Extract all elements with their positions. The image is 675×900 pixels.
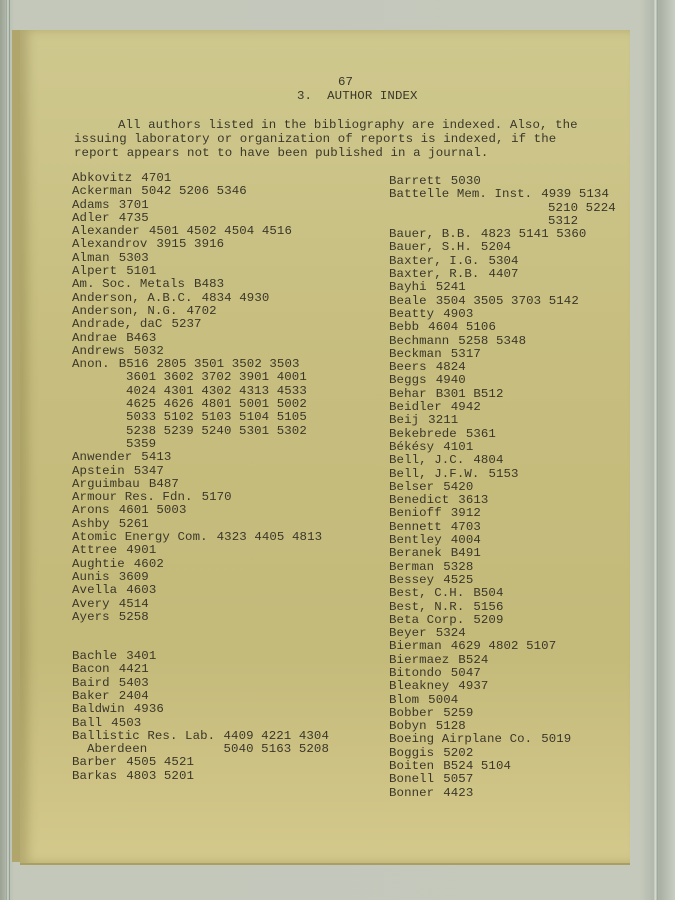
reference-numbers: 5258 (118, 609, 149, 624)
author-name: Blom (389, 692, 420, 707)
reference-numbers: B483 (194, 277, 225, 292)
author-name: Best, C.H. (389, 586, 465, 601)
index-entry (72, 199, 329, 212)
reference-numbers: 5241 (435, 280, 466, 295)
reference-numbers: 4101 (443, 439, 474, 454)
index-entry (389, 441, 616, 454)
author-name: Belser (389, 479, 435, 494)
author-name: Bell, J.C. (389, 453, 465, 468)
index-entry (72, 584, 329, 597)
reference-numbers: 4323 4405 4813 (216, 530, 323, 545)
index-entry (72, 558, 329, 571)
reference-numbers: 5030 (450, 174, 481, 188)
reference-numbers: 3915 3916 (156, 237, 225, 252)
intro-paragraph (74, 118, 594, 160)
author-name: Alexandrov (72, 237, 148, 252)
reference-numbers: 4804 (473, 453, 504, 468)
index-entry (389, 587, 616, 600)
index-entry (389, 414, 616, 427)
reference-numbers: 3613 (458, 493, 489, 508)
author-name: Beers (389, 360, 427, 375)
reference-numbers: 4601 5003 (118, 503, 187, 518)
author-name: Avella (72, 583, 118, 598)
reference-numbers: 5004 (428, 692, 459, 707)
author-name: Bobber (389, 705, 435, 720)
reference-numbers: 5210 5224 (548, 200, 616, 215)
author-name: Ballistic Res. Lab. (72, 728, 216, 743)
index-entry (389, 521, 616, 534)
index-entry (72, 265, 329, 278)
index-entry (72, 318, 329, 331)
author-column-left (72, 172, 329, 783)
index-entry (389, 281, 616, 294)
index-entry (72, 252, 329, 265)
reference-numbers: 4501 4502 4504 4516 (148, 224, 293, 239)
reference-numbers: 5420 (443, 479, 474, 494)
reference-numbers: 4702 (186, 303, 217, 318)
reference-numbers: 5047 (450, 665, 481, 680)
reference-numbers: 5304 (488, 253, 519, 268)
index-entry (389, 241, 616, 254)
index-entry (389, 468, 616, 481)
reference-numbers: 4937 (458, 679, 489, 694)
index-entry (389, 481, 616, 494)
reference-numbers: 3609 (118, 569, 149, 584)
reference-numbers: 5033 5102 5103 5104 5105 (126, 410, 307, 425)
index-entry (72, 544, 329, 557)
index-entry (389, 454, 616, 467)
reference-numbers: 5312 (548, 213, 579, 228)
author-name: Andrews (72, 343, 125, 358)
author-name: Beckman (389, 346, 442, 361)
author-name: Adams (72, 197, 110, 212)
author-name: Attree (72, 543, 118, 558)
index-entry (72, 345, 329, 358)
author-name: Apstein (72, 463, 125, 478)
reference-numbers: 5057 (443, 772, 474, 787)
index-entry (389, 760, 616, 773)
reference-numbers: 5128 (435, 719, 466, 734)
reference-numbers: 4423 (443, 785, 474, 800)
index-entry (389, 295, 616, 308)
index-entry (389, 773, 616, 786)
index-entry (389, 374, 616, 387)
index-entry (389, 707, 616, 720)
index-entry (389, 507, 616, 520)
index-entry (389, 574, 616, 587)
index-entry (389, 680, 616, 693)
reference-numbers: B516 2805 3501 3502 3503 (118, 357, 300, 372)
reference-numbers: 5317 (450, 346, 481, 361)
reference-numbers: 5413 (141, 450, 172, 465)
reference-numbers: 5101 (126, 264, 157, 279)
author-name: Baxter, R.B. (389, 267, 480, 282)
reference-numbers: B301 B512 (435, 386, 504, 401)
index-entry (72, 212, 329, 225)
index-entry (72, 611, 329, 624)
author-name: Baird (72, 675, 110, 690)
index-entry (72, 650, 329, 663)
author-name: Beij (389, 413, 420, 428)
index-entry (389, 654, 616, 667)
index-entry (72, 663, 329, 676)
reference-numbers: 5238 5239 5240 5301 5302 (126, 423, 307, 438)
index-entry (72, 504, 329, 517)
author-name: Baldwin (72, 702, 125, 717)
index-entry (72, 598, 329, 611)
index-entry (389, 494, 616, 507)
author-name: Anwender (72, 450, 133, 465)
reference-numbers: 4901 (126, 543, 157, 558)
author-name: Barkas (72, 768, 118, 783)
index-entry (389, 308, 616, 321)
index-entry (72, 278, 329, 291)
reference-numbers: 4942 (450, 400, 481, 415)
index-entry (72, 703, 329, 716)
index-entry (389, 534, 616, 547)
author-name: Bentley (389, 533, 442, 548)
author-name: Bell, J.F.W. (389, 466, 480, 481)
author-name: Beggs (389, 373, 427, 388)
reference-numbers: 5259 (443, 705, 474, 720)
index-entry (389, 640, 616, 653)
reference-numbers: 4735 (118, 210, 149, 225)
reference-numbers: 4939 5134 (541, 187, 610, 202)
glass-edge-right (653, 0, 658, 900)
author-name: Anon. (72, 357, 110, 372)
reference-numbers: 4936 (133, 702, 164, 717)
author-name: Beranek (389, 546, 442, 561)
reference-numbers: 4903 (443, 306, 474, 321)
reference-numbers: 5209 (473, 612, 504, 627)
reference-numbers: 5403 (118, 675, 149, 690)
author-name: Bennett (389, 519, 442, 534)
page-binding-edge (12, 30, 20, 862)
author-name: Berman (389, 559, 435, 574)
author-name: Alexander (72, 224, 140, 239)
index-entry (389, 175, 616, 188)
author-name: Atomic Energy Com. (72, 530, 208, 545)
index-entry (389, 667, 616, 680)
author-name: Bonell (389, 772, 435, 787)
author-name: Beatty (389, 306, 435, 321)
reference-numbers: 5361 (465, 426, 496, 441)
index-entry (389, 547, 616, 560)
reference-numbers: 3601 3602 3702 3901 4001 (126, 370, 307, 385)
index-entry (72, 451, 329, 464)
reference-continuation (72, 385, 329, 398)
index-entry (72, 225, 329, 238)
index-entry (389, 348, 616, 361)
index-entry (72, 491, 329, 504)
index-entry (72, 677, 329, 690)
index-entry (389, 733, 616, 746)
author-name: Boiten (389, 759, 435, 774)
author-name: Bitondo (389, 665, 442, 680)
reference-numbers: 4407 (488, 267, 519, 282)
author-name: Barrett (389, 174, 442, 188)
reference-numbers: 4024 4301 4302 4313 4533 (126, 383, 307, 398)
author-name: Beyer (389, 626, 427, 641)
index-entry (72, 730, 329, 743)
author-name: Bonner (389, 785, 435, 800)
reference-numbers: 5042 5206 5346 (141, 184, 247, 199)
author-name: Behar (389, 386, 427, 401)
page-number: 67 (338, 75, 354, 89)
author-name: Bechmann (389, 333, 450, 348)
reference-continuation (72, 438, 329, 451)
author-name: Beidler (389, 400, 442, 415)
author-name: Am. Soc. Metals (72, 277, 186, 292)
author-name: Anderson, A.B.C. (72, 290, 193, 305)
author-name: Boggis (389, 745, 435, 760)
index-entry (72, 332, 329, 345)
reference-numbers: 5324 (435, 626, 466, 641)
reference-numbers: 3504 3505 3703 5142 (435, 293, 579, 308)
author-name: Bebb (389, 320, 420, 335)
reference-continuation (72, 398, 329, 411)
author-name: Armour Res. Fdn. (72, 490, 193, 505)
reference-numbers: 4004 (450, 533, 481, 548)
index-entry (72, 358, 329, 371)
reference-numbers: 5347 (133, 463, 164, 478)
reference-numbers: B504 (473, 586, 504, 601)
reference-numbers: 4824 (435, 360, 466, 375)
index-entry (72, 185, 329, 198)
index-entry (72, 531, 329, 544)
reference-numbers: 5032 (133, 343, 164, 358)
index-entry (389, 401, 616, 414)
index-entry (72, 690, 329, 703)
author-name: Benedict (389, 493, 450, 508)
index-entry (389, 335, 616, 348)
reference-numbers: 2404 (118, 688, 149, 703)
author-name: Andrade, daC (72, 317, 163, 332)
author-name: Bobyn (389, 719, 427, 734)
reference-numbers: 4604 5106 (428, 320, 496, 335)
index-entry (389, 747, 616, 760)
reference-numbers: 4409 4221 4304 (223, 728, 329, 743)
author-name: Adler (72, 210, 110, 225)
author-name: Bacon (72, 662, 110, 677)
author-name: Barber (72, 755, 118, 770)
reference-numbers: 5359 (126, 436, 157, 451)
reference-numbers: 5237 (171, 317, 202, 332)
author-name: Beale (389, 293, 427, 308)
author-name: Baker (72, 688, 110, 703)
reference-numbers: 4421 (118, 662, 149, 677)
author-name: Battelle Mem. Inst. (389, 187, 533, 202)
reference-continuation (72, 411, 329, 424)
index-entry (389, 601, 616, 614)
index-entry (389, 561, 616, 574)
intro-text: All authors listed in the bibliography are indexed. Also, the issuing laboratory or organization of reports is indexed, if the report appears not to have been published in a journal. (74, 118, 578, 160)
author-name: Boeing Airplane Co. (389, 732, 533, 747)
index-entry (389, 361, 616, 374)
author-name: Alpert (72, 264, 118, 279)
reference-numbers: 5328 (443, 559, 474, 574)
reference-numbers: 4803 5201 (126, 768, 195, 783)
reference-numbers: 5019 (541, 732, 572, 747)
reference-numbers: 4505 4521 (126, 755, 195, 770)
index-entry (72, 305, 329, 318)
author-name: Arons (72, 503, 110, 518)
author-subname: Aberdeen (87, 742, 148, 757)
index-entry (389, 255, 616, 268)
index-entry (389, 321, 616, 334)
index-entry (72, 770, 329, 783)
index-entry (389, 720, 616, 733)
reference-numbers: 4503 (111, 715, 142, 730)
author-name: Bauer, B.B. (389, 227, 472, 242)
author-name: Bekebrede (389, 426, 457, 441)
reference-numbers: B491 (450, 546, 481, 561)
author-name: Ackerman (72, 184, 133, 199)
reference-numbers: 4703 (450, 519, 481, 534)
reference-numbers: B487 (148, 476, 179, 491)
index-entry (389, 188, 616, 201)
author-name: Bleakney (389, 679, 450, 694)
index-entry (389, 787, 616, 800)
index-entry (389, 614, 616, 627)
reference-numbers: 3211 (428, 413, 459, 428)
index-entry (389, 627, 616, 640)
section-title: 3. AUTHOR INDEX (297, 89, 418, 103)
index-entry (389, 228, 616, 241)
author-name: Ashby (72, 516, 110, 531)
reference-numbers: 4940 (435, 373, 466, 388)
reference-numbers: 4514 (118, 596, 149, 611)
author-name: Beta Corp. (389, 612, 465, 627)
author-column-right (389, 175, 616, 800)
index-entry (389, 388, 616, 401)
reference-numbers: 5153 (488, 466, 519, 481)
reference-numbers: 5303 (118, 250, 149, 265)
author-name: Ayers (72, 609, 110, 624)
index-entry (389, 428, 616, 441)
author-name: Arguimbau (72, 476, 140, 491)
author-name: Bachle (72, 649, 118, 664)
author-name: Bayhi (389, 280, 427, 295)
index-entry (72, 571, 329, 584)
reference-numbers: 5040 5163 5208 (223, 742, 329, 757)
reference-numbers: 5202 (443, 745, 474, 760)
author-name: Avery (72, 596, 110, 611)
index-entry (72, 172, 329, 185)
reference-continuation (72, 425, 329, 438)
author-name: Andrae (72, 330, 118, 345)
glass-edge-left (6, 0, 10, 900)
reference-numbers: 5204 (480, 240, 512, 255)
reference-numbers: 4525 (443, 572, 474, 587)
reference-continuation (72, 371, 329, 384)
reference-numbers: 4823 5141 5360 (480, 227, 587, 242)
author-name: Baxter, I.G. (389, 253, 480, 268)
reference-numbers: 5258 5348 (458, 333, 527, 348)
author-name: Békésy (389, 439, 435, 454)
index-entry (389, 694, 616, 707)
reference-numbers: 5261 (118, 516, 149, 531)
author-name: Best, N.R. (389, 599, 465, 614)
reference-numbers: 5156 (473, 599, 504, 614)
author-name: Aunis (72, 569, 110, 584)
reference-numbers: 3912 (450, 506, 481, 521)
section-gap (72, 624, 329, 650)
index-entry (389, 268, 616, 281)
reference-continuation (389, 202, 616, 215)
reference-numbers: 4602 (133, 556, 164, 571)
index-entry (72, 292, 329, 305)
reference-numbers: 3401 (126, 649, 157, 664)
reference-numbers: 4701 (141, 171, 172, 185)
author-name: Bessey (389, 572, 435, 587)
reference-numbers: B524 5104 (443, 759, 512, 774)
reference-numbers: 4629 4802 5107 (450, 639, 557, 654)
index-entry (72, 518, 329, 531)
index-entry (72, 717, 329, 730)
index-entry (72, 478, 329, 491)
index-entry (72, 465, 329, 478)
index-entry (72, 756, 329, 769)
reference-numbers: 5170 (201, 490, 232, 505)
reference-numbers: 4834 4930 (201, 290, 270, 305)
reference-continuation (389, 215, 616, 228)
author-name: Alman (72, 250, 110, 265)
author-name: Anderson, N.G. (72, 303, 178, 318)
author-name: Abkovitz (72, 171, 133, 185)
author-name: Bierman (389, 639, 442, 654)
index-entry (72, 238, 329, 251)
author-name: Benioff (389, 506, 442, 521)
reference-numbers: B463 (126, 330, 157, 345)
reference-numbers: 4603 (126, 583, 157, 598)
index-entry-sub (72, 743, 329, 756)
reference-numbers: 4625 4626 4801 5001 5002 (126, 397, 307, 412)
reference-numbers: 3701 (118, 197, 149, 212)
reference-numbers: B524 (458, 652, 489, 667)
author-name: Biermaez (389, 652, 450, 667)
author-name: Bauer, S.H. (389, 240, 472, 255)
author-name: Ball (72, 715, 103, 730)
author-name: Aughtie (72, 556, 125, 571)
